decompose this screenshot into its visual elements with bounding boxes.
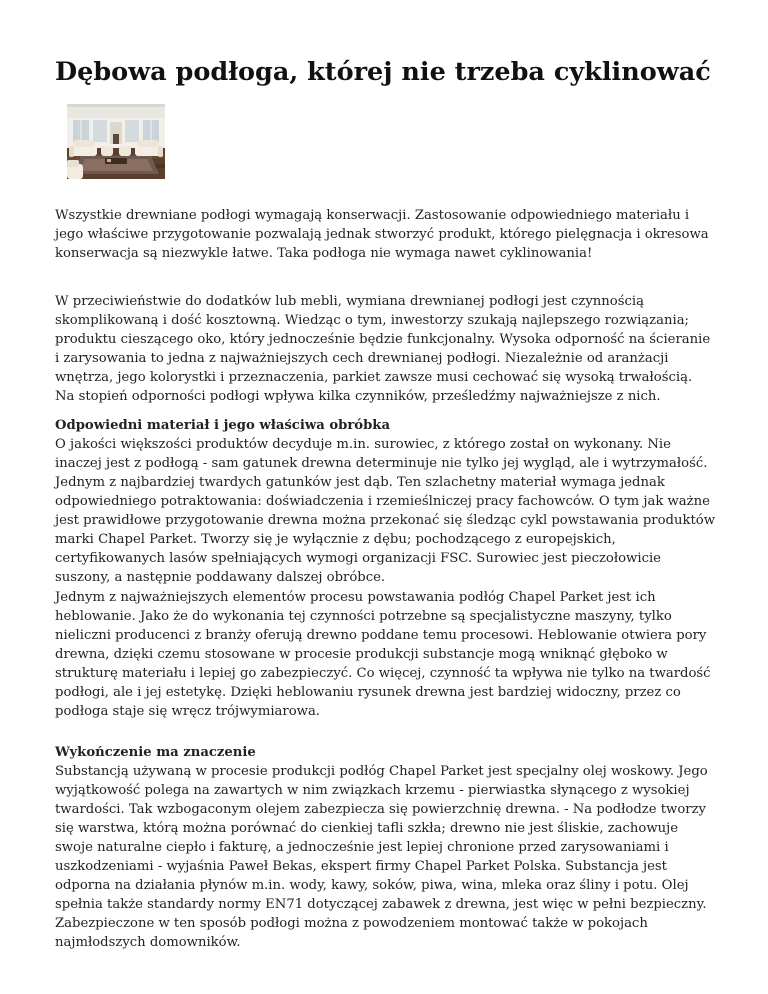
article-title: Dębowa podłoga, której nie trzeba cyklinować <box>55 57 711 87</box>
section-heading: Odpowiedni materiał i jego właściwa obróbka <box>55 418 390 433</box>
section-heading: Wykończenie ma znaczenie <box>55 745 256 760</box>
section-material <box>55 416 715 587</box>
section-finish <box>55 743 715 952</box>
section-text: O jakości większości produktów decyduje m.in. surowiec, z którego został on wykonany. Nie inaczej jest z podłogą - sam gatunek drewna determinuje nie tylko jej wygląd, ale i wytrzymałość. Jednym z najbardziej twardych gatunków jest dąb. Ten szlachetny materiał wymaga jednak odpowiedniego potraktowania: doświadczenia i rzemieślniczej pracy fachowców. O tym jak ważne jest prawidłowe przygotowanie drewna można przekonać się śledząc cykl powstawania produktów marki Chapel Parket. Tworzy się je wyłącznie z dębu; pochodzącego z europejskich, certyfikowanych lasów spełniających wymogi organizacji FSC. Surowiec jest pieczołowicie suszony, a następnie poddawany dalszej obróbce. <box>55 437 716 585</box>
body-paragraph-heblowanie: Jednym z najważniejszych elementów procesu powstawania podłóg Chapel Parket jest ich heblowanie. Jako że do wykonania tej czynności potrzebne są specjalistyczne maszyny, tylko nieliczni producenci z branży oferują drewno poddane temu procesowi. Heblowanie otwiera pory drewna, dzięki czemu stosowane w procesie produkcji substancje mogą wniknąć głęboko w strukturę materiału i lepiej go zabezpieczyć. Co więcej, czynność ta wpływa nie tylko na twardość podłogi, ale i jej estetykę. Dzięki heblowaniu rysunek drewna jest bardziej widoczny, przez co podłoga staje się wręcz trójwymiarowa. <box>55 590 711 719</box>
section-text: Substancją używaną w procesie produkcji podłóg Chapel Parket jest specjalny olej woskowy. Jego wyjątkowość polega na zawartych w nim związkach krzemu - pierwiastka słynącego z wysokiej twardości. Tak wzbogaconym olejem zabezpiecza się powierzchnię drewna. - Na podłodze tworzy się warstwa, którą można porównać do cienkiej tafli szkła; drewno nie jest śliskie, zachowuje swoje naturalne ciepło i fakturę, a jednocześnie jest lepiej chronione przed zarysowaniami i uszkodzeniami - wyjaśnia Paweł Bekas, ekspert firmy Chapel Parket Polska. Substancja jest odporna na działania płynów m.in. wody, kawy, soków, piwa, wina, mleka oraz śliny i potu. Olej spełnia także standardy normy EN71 dotyczącej zabawek z drewna, jest więc w pełni bezpieczny. Zabezpieczone w ten sposób podłogi można z powodzeniem montować także w pokojach najmłodszych domowników. <box>55 764 708 950</box>
intro-paragraph: Wszystkie drewniane podłogi wymagają konserwacji. Zastosowanie odpowiedniego materiału i jego właściwe przygotowanie pozwalają jednak stworzyć produkt, którego pielęgnacja i okresowa konserwacja są niezwykle łatwe. Taka podłoga nie wymaga nawet cyklinowania! <box>55 208 709 261</box>
body-paragraph: W przeciwieństwie do dodatków lub mebli, wymiana drewnianej podłogi jest czynnością skomplikowaną i dość kosztowną. Wiedząc o tym, inwestorzy szukają najlepszego rozwiązania; produktu cieszącego oko, który jednocześnie będzie funkcjonalny. Wysoka odporność na ścieranie i zarysowania to jedna z najważniejszych cech drewnianej podłogi. Niezależnie od aranżacji wnętrza, jego kolorystki i przeznaczenia, parkiet zawsze musi cechować się wysoką trwałością. Na stopień odporności podłogi wpływa kilka czynników, prześledźmy najważniejsze z nich. <box>55 294 711 404</box>
living-room-photo <box>67 104 165 179</box>
